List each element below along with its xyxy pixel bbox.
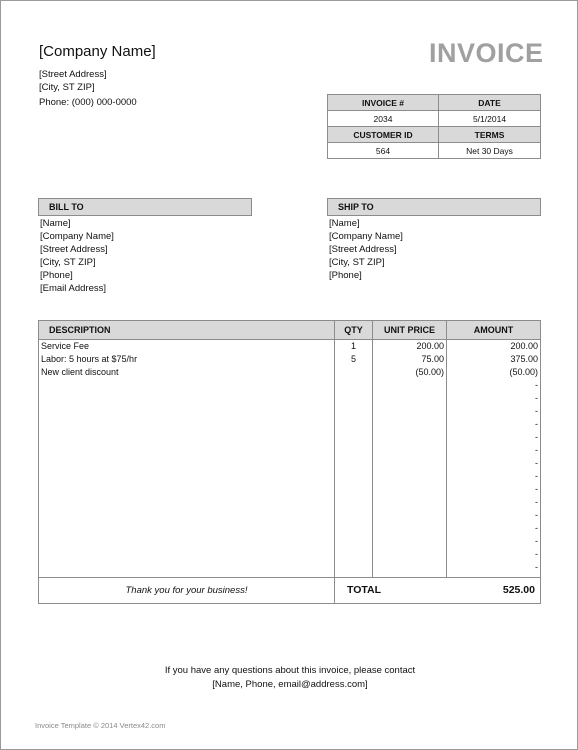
line-item-qty: [335, 418, 373, 431]
line-item-description: [39, 496, 335, 509]
date-value: 5/1/2014: [439, 111, 541, 127]
line-item-description: [39, 561, 335, 574]
line-item-qty: 1: [335, 340, 373, 354]
line-item-qty: [335, 496, 373, 509]
invoice-number-value: 2034: [328, 111, 439, 127]
line-item-description: [39, 457, 335, 470]
total-label: TOTAL: [335, 578, 447, 604]
line-item-row: [39, 522, 541, 535]
line-item-unit-price: [373, 483, 447, 496]
line-item-description: [39, 483, 335, 496]
line-item-amount: -: [447, 561, 541, 574]
line-item-amount: -: [447, 509, 541, 522]
line-item-row: [39, 444, 541, 457]
line-item-row: [39, 483, 541, 496]
ship-to-heading: SHIP TO: [327, 198, 541, 216]
customer-id-value: 564: [328, 143, 439, 159]
ship-to-line: [City, ST ZIP]: [329, 257, 385, 268]
line-item-description: Labor: 5 hours at $75/hr: [39, 353, 335, 366]
line-item-qty: [335, 470, 373, 483]
line-item-row: [39, 457, 541, 470]
line-item-amount: 200.00: [447, 340, 541, 354]
invoice-meta-table: [327, 94, 541, 159]
line-item-amount: -: [447, 444, 541, 457]
line-item-unit-price: [373, 509, 447, 522]
line-item-amount: (50.00): [447, 366, 541, 379]
line-item-description: Service Fee: [39, 340, 335, 354]
bill-to-line: [Street Address]: [40, 244, 108, 255]
line-item-unit-price: [373, 431, 447, 444]
line-item-unit-price: [373, 496, 447, 509]
line-item-qty: [335, 366, 373, 379]
line-item-qty: [335, 444, 373, 457]
line-items-body: [39, 340, 541, 578]
line-item-description: [39, 522, 335, 535]
line-item-row: [39, 379, 541, 392]
line-items-table: [38, 320, 541, 604]
line-item-amount: -: [447, 418, 541, 431]
ship-to-line: [Phone]: [329, 270, 362, 281]
line-item-qty: [335, 548, 373, 561]
line-item-qty: 5: [335, 353, 373, 366]
line-item-unit-price: [373, 561, 447, 574]
contact-line-1: If you have any questions about this invoice, please contact: [164, 665, 416, 676]
line-item-description: [39, 444, 335, 457]
customer-id-label: CUSTOMER ID: [328, 127, 439, 143]
amount-header: AMOUNT: [447, 321, 541, 340]
line-item-unit-price: [373, 444, 447, 457]
line-item-qty: [335, 535, 373, 548]
bill-to-line: [Name]: [40, 218, 71, 229]
terms-value: Net 30 Days: [439, 143, 541, 159]
line-item-unit-price: (50.00): [373, 366, 447, 379]
line-item-qty: [335, 379, 373, 392]
line-item-row: [39, 405, 541, 418]
line-item-description: [39, 548, 335, 561]
ship-to-line: [Street Address]: [329, 244, 397, 255]
company-street: [Street Address]: [39, 69, 107, 80]
bill-to-line: [Company Name]: [40, 231, 114, 242]
line-item-amount: -: [447, 457, 541, 470]
line-item-row: [39, 418, 541, 431]
line-item-unit-price: 75.00: [373, 353, 447, 366]
line-item-qty: [335, 431, 373, 444]
invoice-title: INVOICE: [429, 38, 544, 68]
line-item-amount: -: [447, 483, 541, 496]
line-item-unit-price: [373, 392, 447, 405]
line-item-row: [39, 353, 541, 366]
line-item-row: [39, 392, 541, 405]
line-item-row: [39, 340, 541, 354]
line-item-unit-price: [373, 457, 447, 470]
line-item-unit-price: [373, 535, 447, 548]
line-item-amount: -: [447, 548, 541, 561]
company-name: [Company Name]: [39, 43, 156, 60]
line-item-qty: [335, 561, 373, 574]
line-item-qty: [335, 509, 373, 522]
line-item-description: [39, 392, 335, 405]
line-item-qty: [335, 392, 373, 405]
company-phone: Phone: (000) 000-0000: [39, 97, 137, 108]
line-item-description: [39, 470, 335, 483]
line-item-description: [39, 405, 335, 418]
line-item-description: [39, 509, 335, 522]
line-item-amount: -: [447, 496, 541, 509]
line-item-unit-price: [373, 418, 447, 431]
bill-to-block: [40, 217, 114, 295]
line-item-qty: [335, 405, 373, 418]
line-item-description: [39, 431, 335, 444]
line-item-description: [39, 379, 335, 392]
line-item-amount: -: [447, 535, 541, 548]
bill-to-line: [Email Address]: [40, 283, 106, 294]
ship-to-line: [Name]: [329, 218, 360, 229]
line-item-row: [39, 561, 541, 574]
line-item-amount: -: [447, 379, 541, 392]
line-item-unit-price: 200.00: [373, 340, 447, 354]
line-item-description: [39, 418, 335, 431]
line-item-unit-price: [373, 548, 447, 561]
line-item-amount: -: [447, 522, 541, 535]
line-item-unit-price: [373, 405, 447, 418]
template-footer: Invoice Template © 2014 Vertex42.com: [35, 721, 166, 730]
line-item-unit-price: [373, 379, 447, 392]
bill-to-heading: BILL TO: [38, 198, 252, 216]
line-item-qty: [335, 483, 373, 496]
line-item-description: New client discount: [39, 366, 335, 379]
description-header: DESCRIPTION: [39, 321, 335, 340]
line-item-unit-price: [373, 470, 447, 483]
line-item-amount: -: [447, 470, 541, 483]
contact-line-2: [Name, Phone, email@address.com]: [212, 679, 368, 690]
invoice-number-label: INVOICE #: [328, 95, 439, 111]
line-item-row: [39, 548, 541, 561]
date-label: DATE: [439, 95, 541, 111]
line-item-row: [39, 509, 541, 522]
line-item-qty: [335, 522, 373, 535]
unit-price-header: UNIT PRICE: [373, 321, 447, 340]
line-item-amount: -: [447, 392, 541, 405]
line-item-unit-price: [373, 522, 447, 535]
line-item-amount: -: [447, 405, 541, 418]
line-item-qty: [335, 457, 373, 470]
line-item-description: [39, 535, 335, 548]
bill-to-line: [City, ST ZIP]: [40, 257, 96, 268]
bill-to-line: [Phone]: [40, 270, 73, 281]
ship-to-line: [Company Name]: [329, 231, 403, 242]
line-item-row: [39, 496, 541, 509]
line-item-row: [39, 535, 541, 548]
line-item-row: [39, 431, 541, 444]
company-city: [City, ST ZIP]: [39, 82, 95, 93]
terms-label: TERMS: [439, 127, 541, 143]
qty-header: QTY: [335, 321, 373, 340]
line-item-amount: -: [447, 431, 541, 444]
line-item-row: [39, 366, 541, 379]
thank-you-note: Thank you for your business!: [39, 578, 335, 604]
line-item-amount: 375.00: [447, 353, 541, 366]
total-value: 525.00: [447, 578, 541, 604]
line-item-row: [39, 470, 541, 483]
ship-to-block: [329, 217, 403, 282]
